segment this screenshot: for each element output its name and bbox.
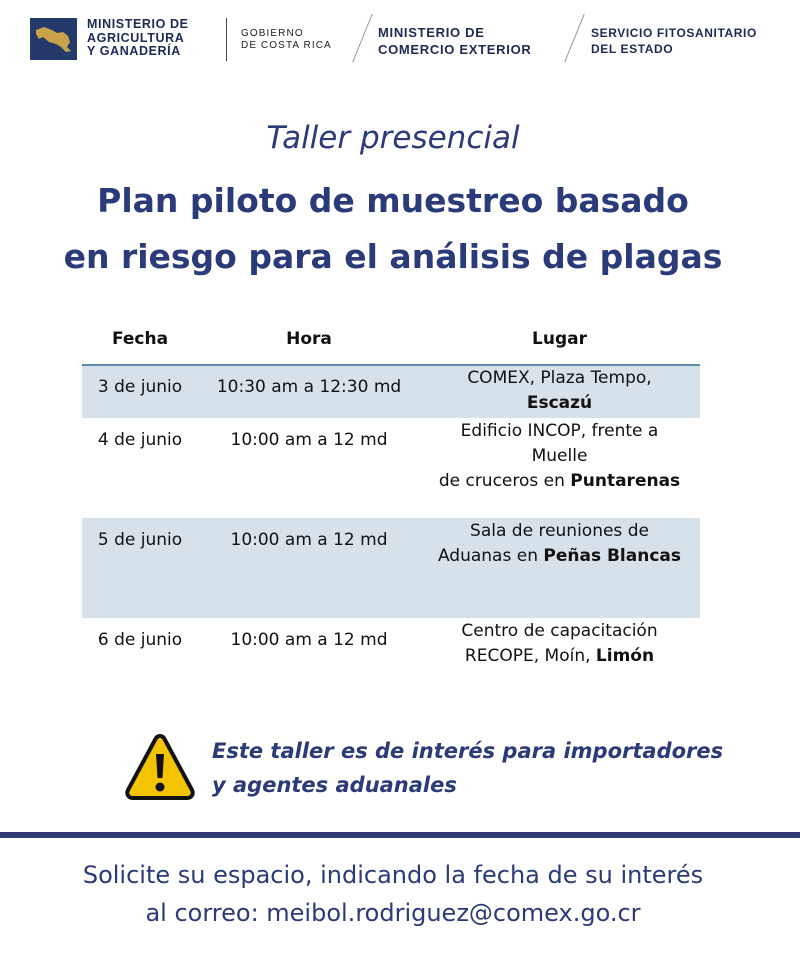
row-lugar: COMEX, Plaza Tempo, Escazú <box>467 368 652 413</box>
row-lugar: Sala de reuniones de Aduanas en Peñas Blancas <box>437 521 682 566</box>
header-separator <box>352 14 372 63</box>
warning-icon <box>124 732 196 802</box>
comex-name: MINISTERIO DE COMERCIO EXTERIOR <box>378 25 532 57</box>
mag-name: MINISTERIO DE AGRICULTURA Y GANADERÍA <box>87 17 189 58</box>
mag-logo-icon <box>30 18 77 60</box>
table-row <box>82 366 700 418</box>
table-row <box>82 418 700 518</box>
gobierno-name: GOBIERNO DE COSTA RICA <box>241 28 332 51</box>
row-fecha: 5 de junio <box>97 530 183 550</box>
header-divider <box>226 18 227 61</box>
header-fecha: Fecha <box>111 329 169 349</box>
table-row <box>82 618 700 678</box>
header-lugar: Lugar <box>532 329 587 349</box>
footer-divider <box>0 832 800 838</box>
row-hora: 10:00 am a 12 md <box>230 430 388 450</box>
row-hora: 10:30 am a 12:30 md <box>216 377 402 397</box>
table-row <box>82 518 700 618</box>
row-lugar: Edificio INCOP, frente a Muelle de cruceros en Puntarenas <box>438 421 681 491</box>
header <box>0 0 800 80</box>
sfe-name: SERVICIO FITOSANITARIO DEL ESTADO <box>591 26 757 56</box>
header-separator <box>564 14 584 63</box>
row-hora: 10:00 am a 12 md <box>230 630 388 650</box>
row-fecha: 6 de junio <box>97 630 183 650</box>
event-type: Taller presencial <box>266 120 520 156</box>
row-lugar: Centro de capacitación RECOPE, Moín, Limón <box>461 621 658 666</box>
notice-text: Este taller es de interés para importadores y agentes aduanales <box>212 739 724 797</box>
schedule-table <box>82 318 700 678</box>
table-header <box>82 318 700 366</box>
header-hora: Hora <box>286 329 332 349</box>
row-fecha: 4 de junio <box>97 430 183 450</box>
footer-contact: Solicite su espacio, indicando la fecha de su interés al correo: meibol.rodriguez@comex.go.cr <box>82 861 704 927</box>
row-fecha: 3 de junio <box>97 377 183 397</box>
page-title: Plan piloto de muestreo basado en riesgo para el análisis de plagas <box>63 181 723 276</box>
row-hora: 10:00 am a 12 md <box>230 530 388 550</box>
